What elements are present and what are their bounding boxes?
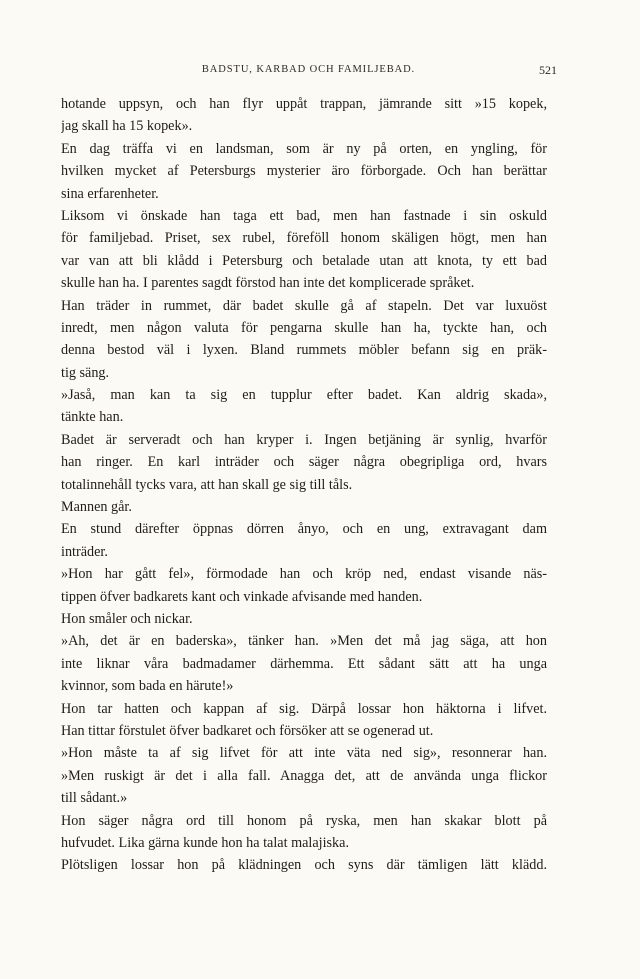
text-line: Badet är serveradt och han kryper i. Ingen betjäning är synlig, hvarför bbox=[61, 431, 547, 448]
text-line: till sådant.» bbox=[61, 790, 128, 807]
text-line: skulle han ha. I parentes sagdt förstod han inte det komplicerade språket. bbox=[61, 275, 475, 292]
text-line: Liksom vi önskade han taga ett bad, men han fastnade i sin oskuld bbox=[61, 207, 547, 224]
text-line: inredt, men någon valuta för pengarna skulle han ha, tyckte han, och bbox=[61, 319, 547, 336]
text-line: hvilken mycket af Petersburgs mysterier äro förborgade. Och han berättar bbox=[61, 163, 547, 180]
text-line: hufvudet. Lika gärna kunde hon ha talat malajiska. bbox=[61, 834, 349, 851]
text-line: sina erfarenheter. bbox=[61, 185, 159, 202]
text-line: tippen öfver badkarets kant och vinkade afvisande med handen. bbox=[61, 588, 423, 605]
text-line: Plötsligen lossar hon på klädningen och syns där tämligen lätt klädd. bbox=[61, 857, 547, 874]
text-line: Hon tar hatten och kappan af sig. Därpå lossar hon häktorna i lifvet. bbox=[61, 700, 547, 717]
text-line: hotande uppsyn, och han flyr uppåt trappan, jämrande sitt »15 kopek, bbox=[61, 96, 547, 112]
text-line: Han träder in rummet, där badet skulle gå af stapeln. Det var luxuöst bbox=[61, 297, 547, 314]
text-line: denna bestod väl i lyxen. Bland rummets möbler befann sig en präk- bbox=[61, 342, 547, 359]
text-line: »Hon har gått fel», förmodade han och kröp ned, endast visande näs- bbox=[61, 566, 547, 583]
text-line: han ringer. En karl inträder och säger några obegripliga ord, hvars bbox=[61, 454, 547, 471]
text-line: En stund därefter öppnas dörren ånyo, och en ung, extravagant dam bbox=[61, 521, 547, 538]
text-line: Han tittar förstulet öfver badkaret och försöker att se ogenerad ut. bbox=[61, 722, 434, 739]
text-line: jag skall ha 15 kopek». bbox=[61, 118, 193, 135]
text-line: Mannen går. bbox=[61, 499, 132, 516]
text-line: »Hon måste ta af sig lifvet för att inte väta ned sig», resonnerar han. bbox=[61, 745, 547, 762]
text-line: var van att bli klådd i Petersburg och betalade utan att knota, ty ett bad bbox=[61, 252, 547, 269]
text-line: för familjebad. Priset, sex rubel, föreföll honom skäligen högt, men han bbox=[61, 230, 547, 247]
body-text bbox=[61, 93, 547, 877]
text-line: totalinnehåll tycks vara, att han skall ge sig till tåls. bbox=[61, 476, 353, 493]
text-line: tänkte han. bbox=[61, 409, 124, 426]
text-line: kvinnor, som bada en härute!» bbox=[61, 678, 234, 695]
text-line: Hon småler och nickar. bbox=[61, 610, 193, 627]
running-header bbox=[60, 64, 557, 82]
text-line: »Ah, det är en baderska», tänker han. »Men det må jag säga, att hon bbox=[61, 633, 547, 650]
text-line: »Men ruskigt är det i alla fall. Anagga det, att de använda unga flickor bbox=[61, 767, 547, 784]
text-line: inte liknar våra badmadamer därhemma. Ett sådant sätt att ha unga bbox=[61, 655, 547, 672]
text-line: tig säng. bbox=[61, 364, 110, 381]
running-title: BADSTU, KARBAD OCH FAMILJEBAD. bbox=[201, 64, 416, 75]
text-line: inträder. bbox=[61, 543, 108, 560]
page-number: 521 bbox=[539, 63, 557, 77]
text-line: En dag träffa vi en landsman, som är ny på orten, en yngling, för bbox=[61, 140, 547, 157]
text-line: »Jaså, man kan ta sig en tupplur efter badet. Kan aldrig skada», bbox=[61, 387, 547, 404]
text-line: Hon säger några ord till honom på ryska, men han skakar blott på bbox=[61, 812, 547, 829]
